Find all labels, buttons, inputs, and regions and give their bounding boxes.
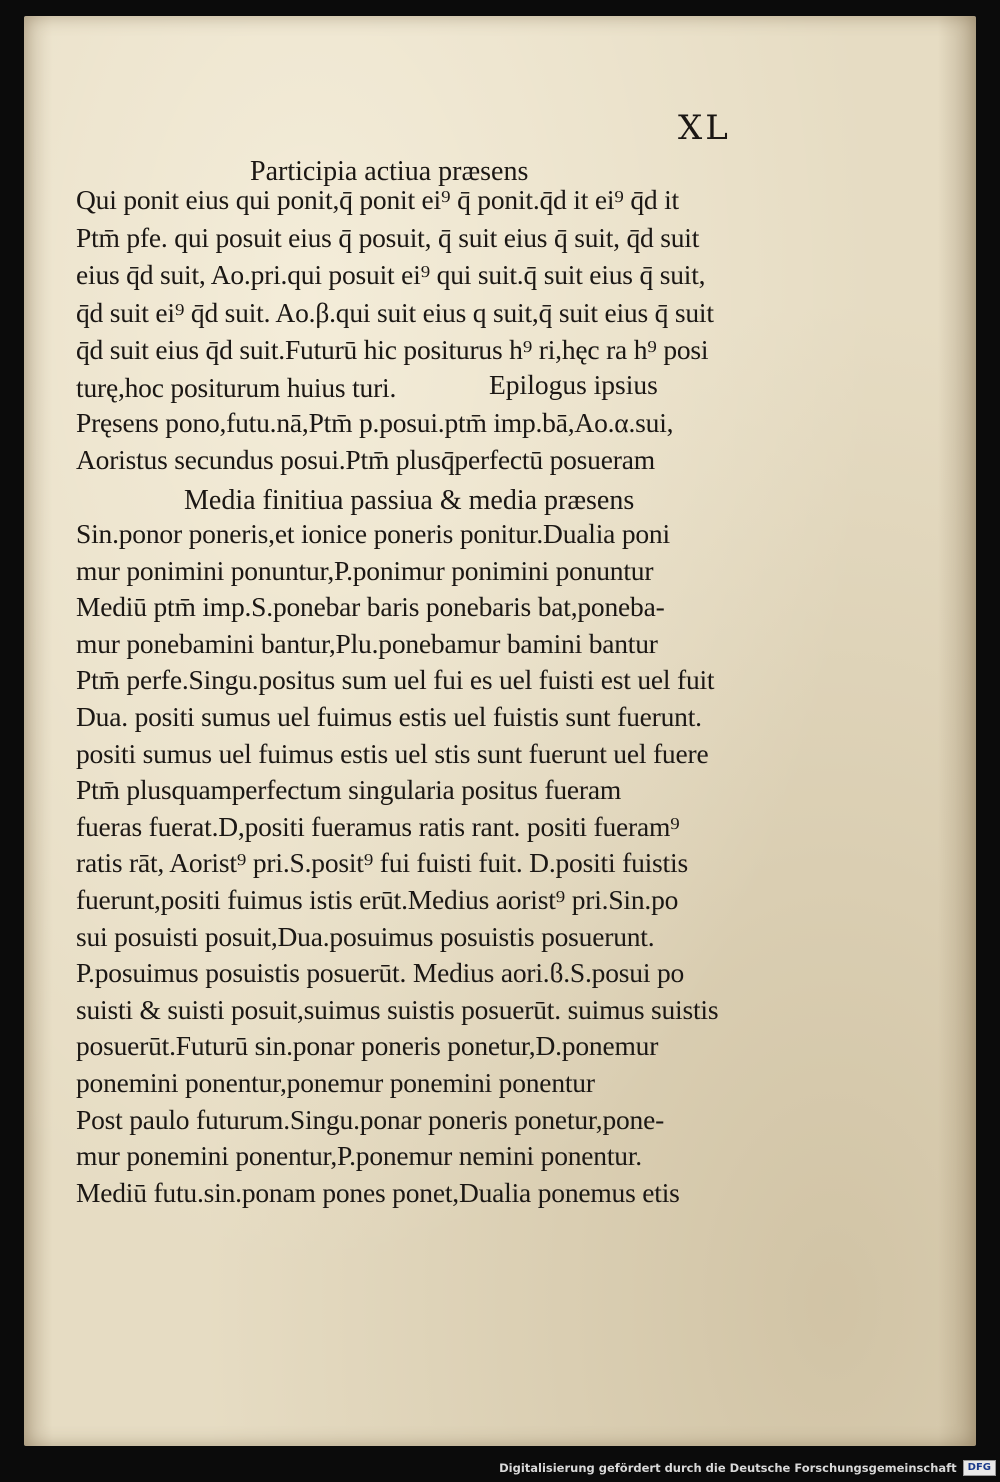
text-line: ponemini ponentur,ponemur ponemini ponentur [76, 1067, 595, 1098]
text-line: Pręsens pono,futu.nā,Ptm̄ p.posui.ptm̄ imp.bā,Ao.α.sui, [76, 407, 674, 438]
book-page [24, 16, 976, 1446]
text-line: P.posuimus posuistis posuerūt. Medius aori.ϐ.S.posui po [76, 957, 685, 989]
text-line: posuerūt.Futurū sin.ponar poneris ponetur,D.ponemur [76, 1030, 659, 1062]
text-line: Dua. positi sumus uel fuimus estis uel fuistis sunt fuerunt. [76, 701, 702, 732]
text-line: mur ponimini ponuntur,P.ponimur ponimini ponuntur [76, 554, 654, 586]
text-line: q̄d suit eius q̄d suit.Futurū hic positurus h⁹ ri,hęc ra h⁹ posi [76, 334, 709, 365]
text-line: Mediū futu.sin.ponam pones ponet,Dualia ponemus etis [76, 1176, 680, 1208]
text-line: ratis rāt, Aorist⁹ pri.S.posit⁹ fui fuisti fuit. D.positi fuistis [76, 847, 688, 879]
section-heading-participia: Participia actiua præsens [250, 156, 529, 187]
text-line: Sin.ponor poneris,et ionice poneris ponitur.Dualia poni [76, 518, 670, 549]
epilogus-heading: Epilogus ipsius [489, 369, 658, 400]
digitization-footer [499, 1460, 996, 1476]
text-line: Mediū ptm̄ imp.S.ponebar baris ponebaris bat,poneba- [76, 591, 665, 623]
folio-number: XL [678, 108, 731, 148]
text-line: mur ponemini ponentur,P.ponemur nemini ponentur. [76, 1140, 642, 1172]
text-line: Qui ponit eius qui ponit,q̄ ponit ei⁹ q̄ ponit.q̄d it ei⁹ q̄d it [76, 184, 679, 215]
dfg-logo: DFG [963, 1460, 996, 1476]
text-line: Ptm̄ perfe.Singu.positus sum uel fui es uel fuisti est uel fuit [76, 664, 715, 696]
text-line: q̄d suit ei⁹ q̄d suit. Ao.β.qui suit eius q suit,q̄ suit eius q̄ suit [76, 296, 714, 328]
text-line: mur ponebamini bantur,Plu.ponebamur bamini bantur [76, 627, 658, 659]
text-line: eius q̄d suit, Ao.pri.qui posuit ei⁹ qui suit.q̄ suit eius q̄ suit, [76, 259, 706, 290]
text-line: fuerunt,positi fuimus istis erūt.Medius aorist⁹ pri.Sin.po [76, 884, 679, 915]
text-line: Ptm̄ plusquamperfectum singularia positus fueram [76, 774, 622, 806]
text-line: Ptm̄ pfe. qui posuit eius q̄ posuit, q̄ suit eius q̄ suit, q̄d suit [76, 221, 700, 253]
text-line: sui posuisti posuit,Dua.posuimus posuistis posuerunt. [76, 920, 655, 952]
text-line: suisti & suisti posuit,suimus suistis posuerūt. suimus suistis [76, 993, 719, 1025]
text-line: Aoristus secundus posui.Ptm̄ plusq̄perfectū posueram [76, 444, 655, 475]
text-line: fueras fuerat.D,positi fueramus ratis rant. positi fueram⁹ [76, 810, 680, 842]
text-line: turę,hoc positurum huius turi. [76, 371, 397, 403]
section-heading-media: Media finitiua passiua & media præsens [184, 485, 635, 516]
text-line: Post paulo futurum.Singu.ponar poneris ponetur,pone- [76, 1103, 665, 1135]
text-line: positi sumus uel fuimus estis uel stis sunt fuerunt uel fuere [76, 737, 709, 769]
funding-notice: Digitalisierung gefördert durch die Deutsche Forschungsgemeinschaft [499, 1461, 957, 1475]
